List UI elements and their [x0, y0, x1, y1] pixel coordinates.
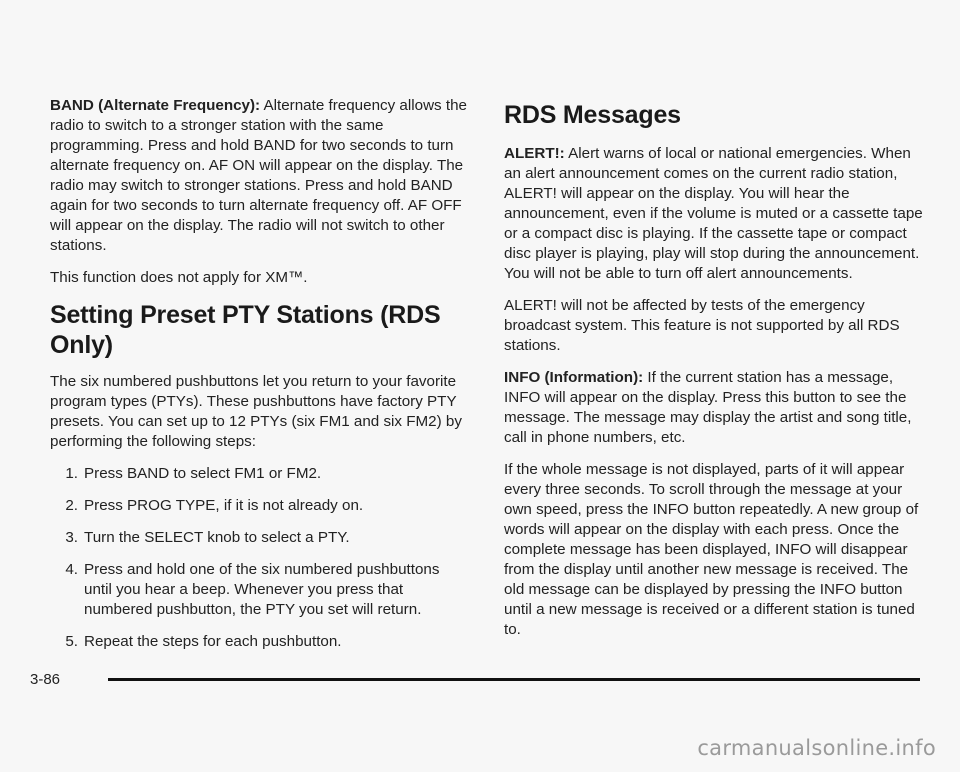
page-footer — [30, 671, 920, 688]
alert-text: Alert warns of local or national emergencies. When an alert announcement comes on the current radio station, ALERT! will appear on the display. You will hear the announcement, even if the volume is muted or a cassette tape or a compact disc is playing. If the cassette tape or compact disc player is playing, play will stop during the announcement. You will not be able to turn off alert announcements. — [504, 145, 923, 282]
info-text: If the current station has a message, INFO will appear on the display. Press this button to see the message. The message may display the artist and song title, call in phone numbers, etc. — [504, 369, 912, 446]
rds-messages-heading: RDS Messages — [504, 101, 681, 129]
footer-rule — [108, 678, 920, 681]
list-item — [50, 560, 470, 620]
list-item — [50, 496, 470, 516]
preset-pty-heading: Setting Preset PTY Stations (RDS Only) — [50, 301, 441, 359]
list-item — [50, 632, 470, 652]
band-text: Alternate frequency allows the radio to switch to a stronger station with the same programming. Press and hold BAND for two seconds to turn alternate frequency on. AF ON will appear on the display. The radio may switch to stronger stations. Press and hold BAND again for two seconds to turn alternate frequency off. AF OFF will appear on the display. The radio will not switch to other stations. — [50, 97, 467, 254]
right-column — [504, 100, 929, 652]
info-scroll-paragraph: If the whole message is not displayed, parts of it will appear every three seconds. To scroll through the message at your own speed, press the INFO button repeatedly. A new group of words will appear on the display with each press. Once the complete message has been displayed, INFO will disappear from the display until another new message is received. The old message can be displayed by pressing the INFO button until a new message is received or a different station is tuned to. — [504, 461, 919, 638]
xm-note: This function does not apply for XM™. — [50, 269, 308, 286]
site-watermark: carmanualsonline.info — [697, 736, 936, 760]
step-text: Press BAND to select FM1 or FM2. — [84, 465, 322, 482]
list-item — [50, 528, 470, 548]
band-paragraph — [50, 96, 470, 256]
band-term: BAND (Alternate Frequency): — [50, 97, 261, 114]
page-number: 3-86 — [30, 671, 61, 688]
info-term: INFO (Information): — [504, 369, 644, 386]
step-number: 5. — [65, 633, 78, 650]
info-paragraph — [504, 368, 929, 448]
step-number: 3. — [65, 529, 78, 546]
list-item — [50, 464, 470, 484]
step-text: Press and hold one of the six numbered pushbuttons until you hear a beep. Whenever you press that numbered pushbutton, the PTY you set will return. — [84, 561, 440, 618]
alert-test-note: ALERT! will not be affected by tests of the emergency broadcast system. This feature is not supported by all RDS stations. — [504, 297, 900, 354]
alert-paragraph — [504, 144, 929, 284]
alert-term: ALERT!: — [504, 145, 565, 162]
step-number: 1. — [65, 465, 78, 482]
step-text: Turn the SELECT knob to select a PTY. — [84, 529, 350, 546]
step-text: Repeat the steps for each pushbutton. — [84, 633, 342, 650]
step-number: 4. — [65, 561, 78, 578]
preset-steps-list — [50, 464, 470, 652]
step-number: 2. — [65, 497, 78, 514]
step-text: Press PROG TYPE, if it is not already on. — [84, 497, 364, 514]
left-column — [50, 96, 470, 664]
preset-pty-intro: The six numbered pushbuttons let you return to your favorite program types (PTYs). These pushbuttons have factory PTY presets. You can set up to 12 PTYs (six FM1 and six FM2) by performing the following steps: — [50, 373, 462, 450]
